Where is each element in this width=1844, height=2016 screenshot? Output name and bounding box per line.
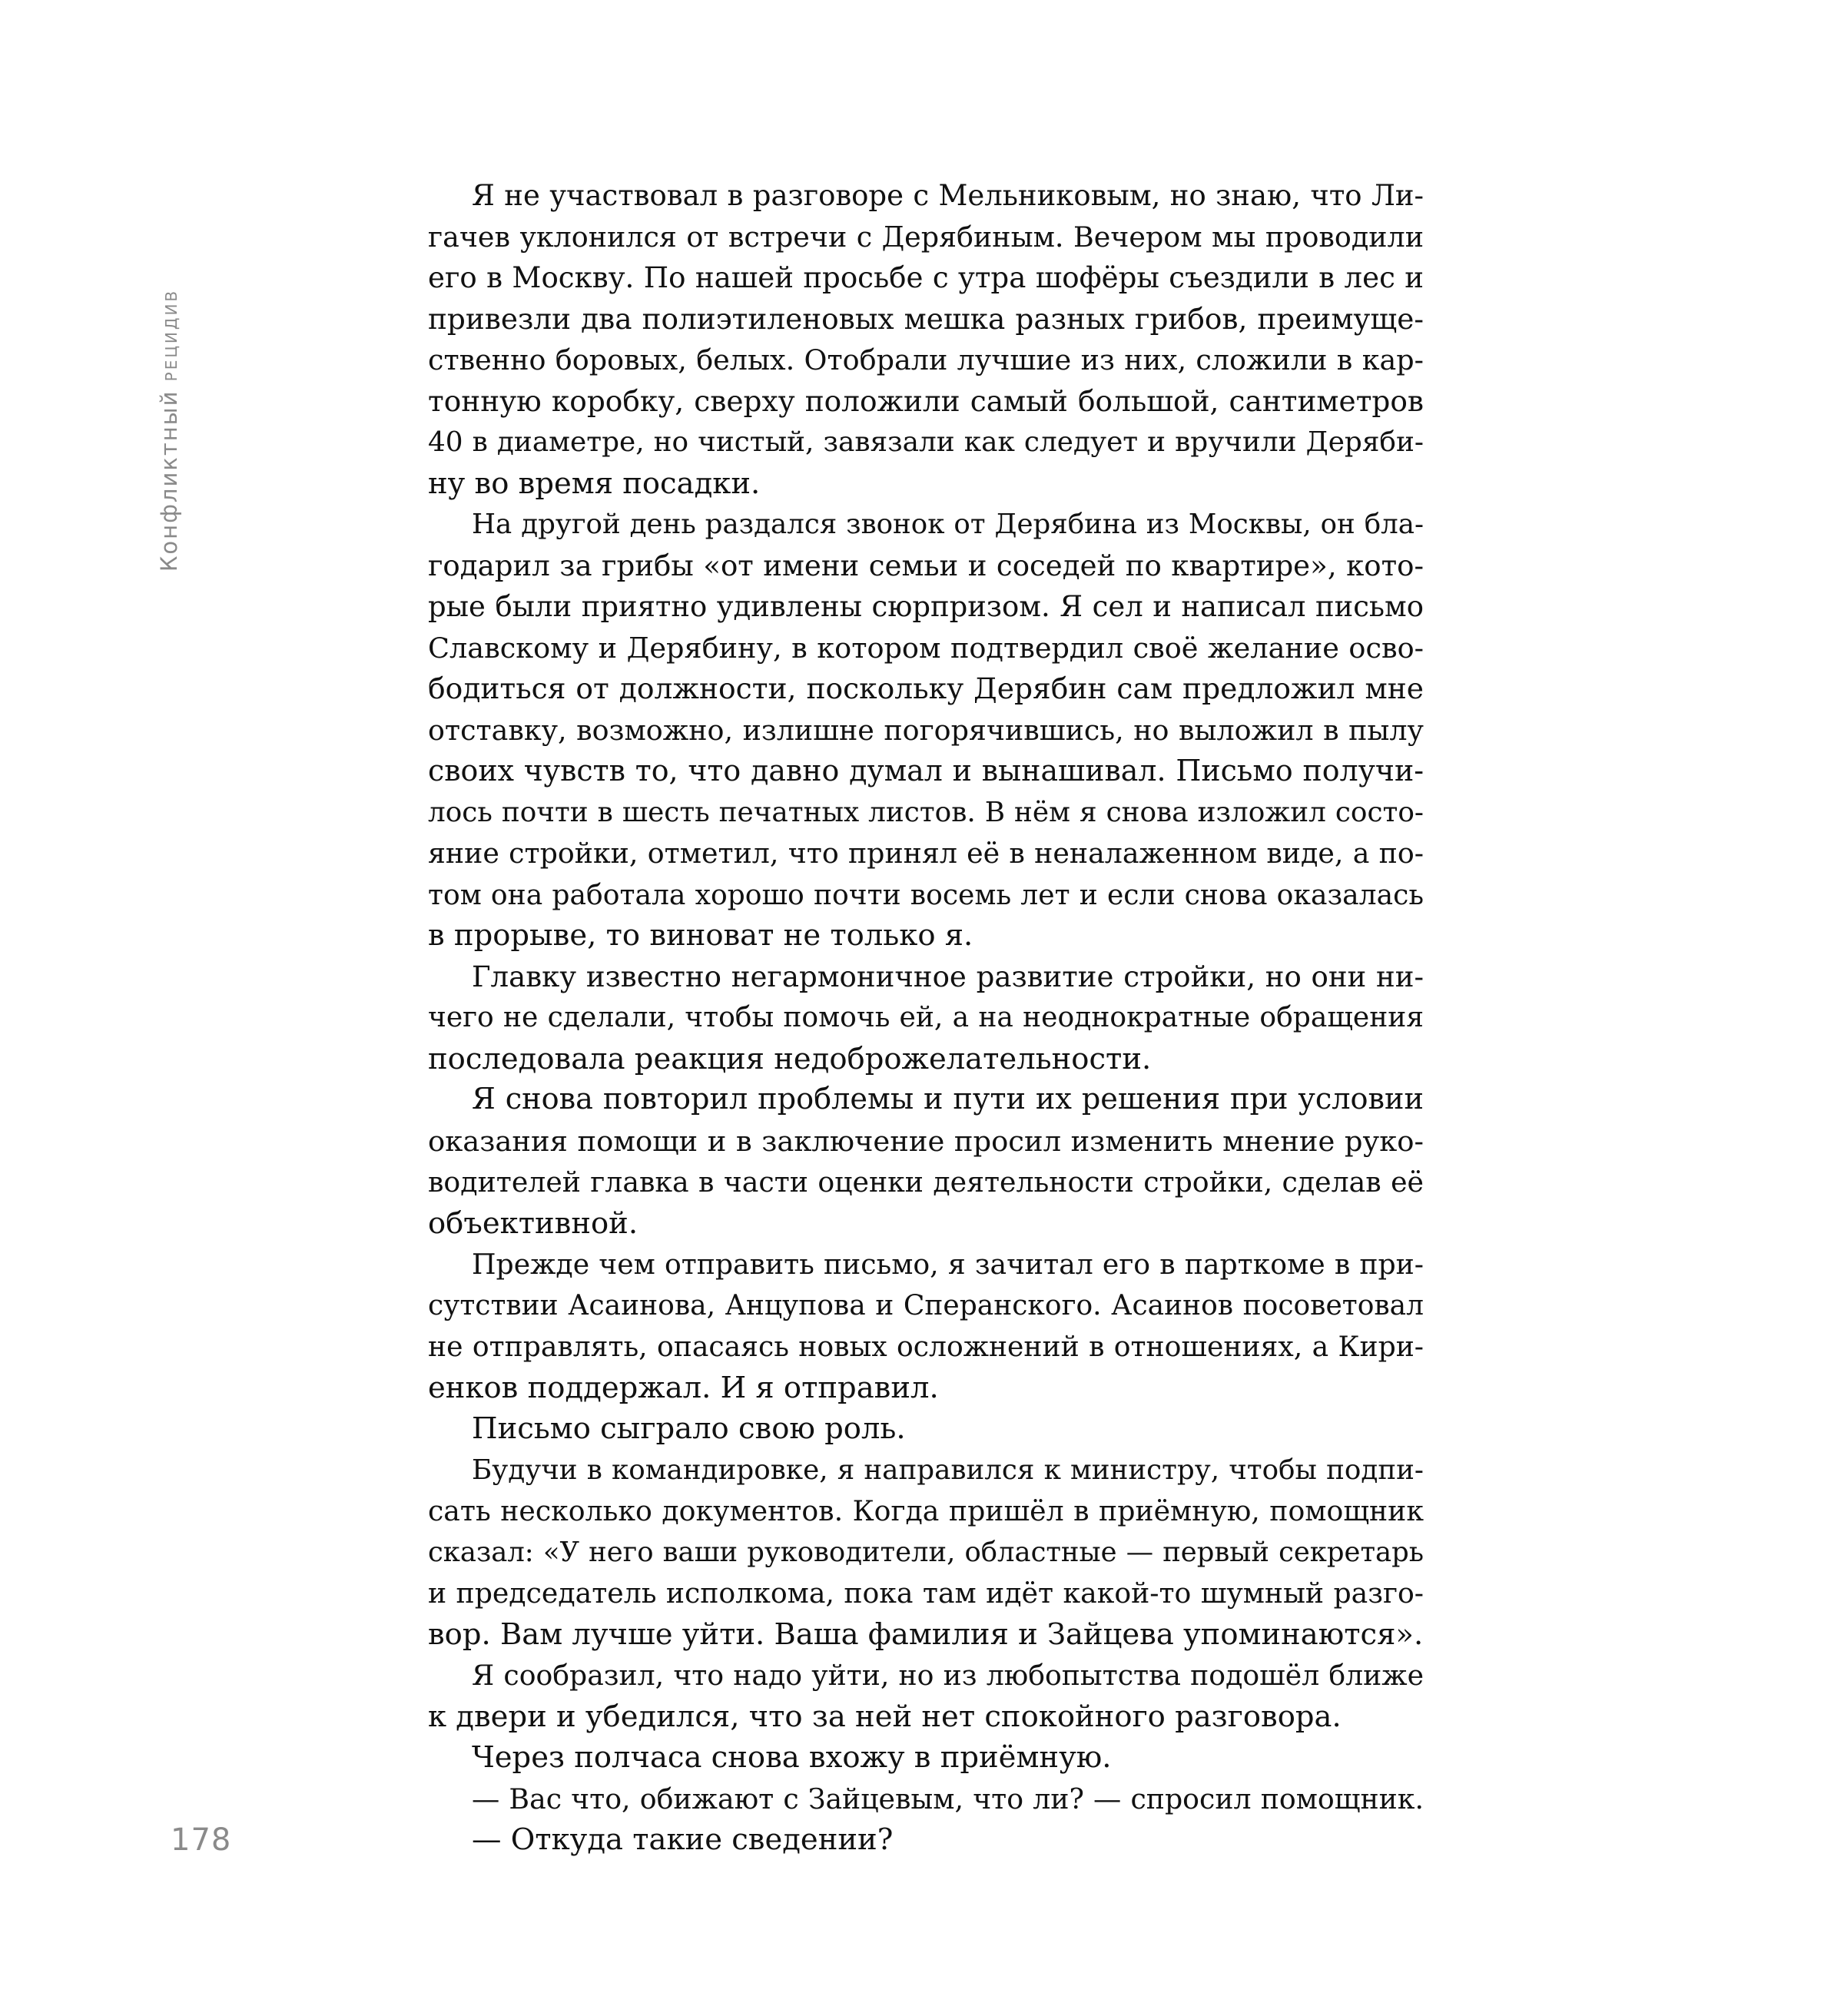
text-line: яние стройки, отметил, что принял её в неналаженном виде, а по- [428, 837, 1424, 870]
text-line: лось почти в шесть печатных листов. В нём я снова изложил состо- [428, 796, 1424, 828]
text-line: не отправлять, опасаясь новых осложнений в отношениях, а Кири- [428, 1330, 1424, 1363]
text-line: к двери и убедился, что за ней нет спокойного разговора. [428, 1699, 1342, 1734]
text-line: том она работала хорошо почти восемь лет и если снова оказалась [428, 877, 1424, 911]
text-line: Я сообразил, что надо уйти, но из любопытства подошёл ближе [472, 1659, 1424, 1692]
text-line: тонную коробку, сверху положили самый большой, сантиметров [428, 383, 1424, 418]
running-head-title: Конфликтный [156, 390, 182, 572]
text-line: Я не участвовал в разговоре с Мельниковым, но знаю, что Ли- [472, 179, 1424, 212]
text-line: гачев уклонился от встречи с Дерябиным. Вечером мы проводили [428, 220, 1424, 254]
text-line: ственно боровых, белых. Отобрали лучшие из них, сложили в кар- [428, 343, 1424, 376]
text-line: На другой день раздался звонок от Дерябина из Москвы, он бла- [472, 509, 1424, 540]
text-line: объективной. [428, 1205, 638, 1241]
text-line: вор. Вам лучше уйти. Ваша фамилия и Зайцева упоминаются». [428, 1616, 1424, 1652]
text-line: Я снова повторил проблемы и пути их решения при условии [472, 1083, 1424, 1116]
running-head [156, 289, 182, 572]
text-line: Главку известно негармоничное развитие стройки, но они ни- [472, 960, 1424, 993]
body-text [428, 175, 1424, 1861]
text-line: годарил за грибы «от имени семьи и соседей по квартире», кото- [428, 549, 1424, 582]
text-line: Будучи в командировке, я направился к министру, чтобы подпи- [472, 1454, 1424, 1486]
text-line: — Вас что, обижают с Зайцевым, что ли? — спросил помощник. [472, 1782, 1424, 1815]
page-number: 178 [171, 1822, 232, 1858]
text-line: последовала реакция недоброжелательности. [428, 1041, 1152, 1076]
text-line: Прежде чем отправить письмо, я зачитал его в парткоме в при- [472, 1248, 1424, 1281]
text-line: бодиться от должности, поскольку Дерябин сам предложил мне [428, 671, 1424, 705]
text-line: сутствии Асаинова, Анцупова и Сперанского. Асаинов посоветовал [428, 1289, 1424, 1321]
running-head-subtitle: рецидив [156, 288, 182, 382]
text-line: и председатель исполкома, пока там идёт какой-то шумный разго- [428, 1577, 1424, 1610]
text-line: привезли два полиэтиленовых мешка разных грибов, преимуще- [428, 301, 1424, 336]
text-line: Славскому и Дерябину, в котором подтвердил своё желание осво- [428, 631, 1424, 665]
text-line: енков поддержал. И я отправил. [428, 1370, 939, 1405]
text-line: рые были приятно удивлены сюрпризом. Я сел и написал письмо [428, 590, 1424, 623]
text-line: Письмо сыграло свою роль. [472, 1411, 906, 1446]
text-line: в прорыве, то виноват не только я. [428, 918, 973, 953]
text-line: оказания помощи и в заключение просил изменить мнение руко- [428, 1124, 1424, 1158]
text-line: сать несколько документов. Когда пришёл в приёмную, помощник [428, 1494, 1424, 1527]
text-line: сказал: «У него ваши руководители, областные — первый секретарь [428, 1536, 1424, 1568]
text-line: ну во время посадки. [428, 466, 761, 501]
text-line: водителей главка в части оценки деятельности стройки, сделав её [428, 1166, 1424, 1199]
text-line: его в Москву. По нашей просьбе с утра шофёры съездили в лес и [428, 261, 1424, 294]
text-line: чего не сделали, чтобы помочь ей, а на неоднократные обращения [428, 1001, 1424, 1033]
text-line: — Откуда такие сведении? [472, 1822, 894, 1857]
text-line: Через полчаса снова вхожу в приёмную. [472, 1740, 1112, 1775]
text-line: своих чувств то, что давно думал и вынашивал. Письмо получи- [428, 754, 1424, 788]
text-line: 40 в диаметре, но чистый, завязали как следует и вручили Деряби- [428, 426, 1424, 458]
text-line: отставку, возможно, излишне погорячившись, но выложил в пылу [428, 713, 1424, 747]
